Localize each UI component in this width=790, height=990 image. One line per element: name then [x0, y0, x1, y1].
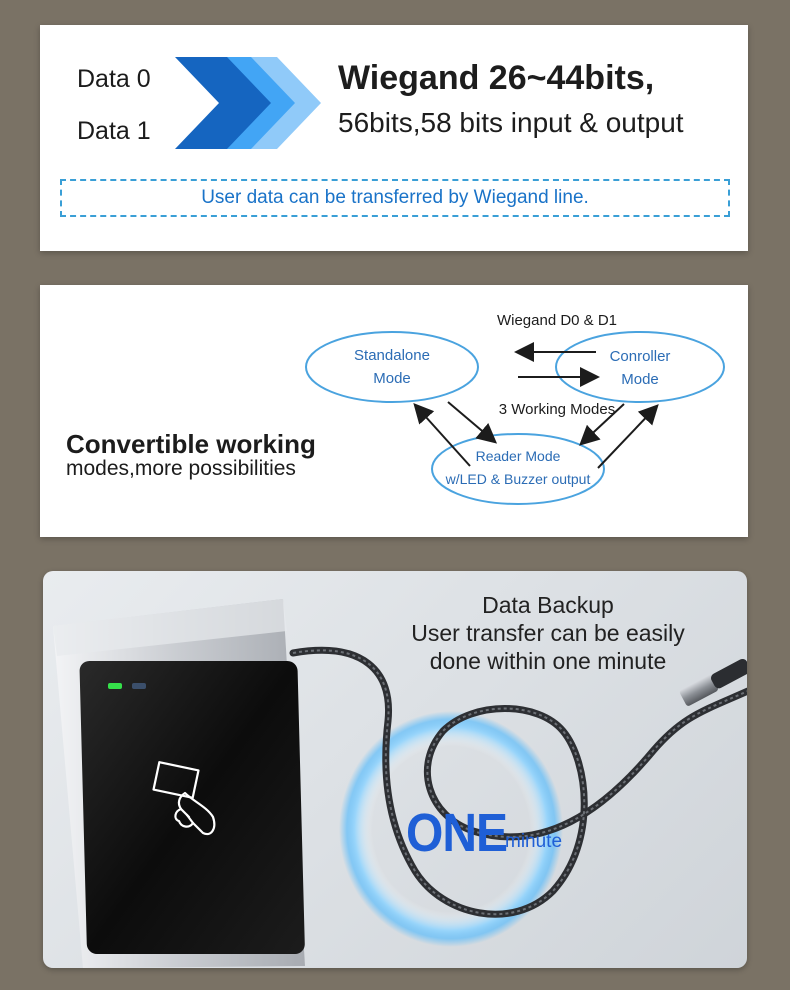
reader-label-2: w/LED & Buzzer output [445, 471, 591, 487]
backup-line-3: done within one minute [429, 648, 667, 674]
wiegand-title: Wiegand 26~44bits, [338, 59, 655, 97]
wiegand-note: User data can be transferred by Wiegand line. [60, 179, 730, 217]
modes-subtitle: modes,more possibilities [66, 457, 296, 480]
arrow-standalone-to-reader [448, 402, 494, 441]
standalone-label-1: Standalone [354, 347, 430, 364]
wiegand-panel [40, 25, 748, 251]
data1-label: Data 1 [77, 117, 151, 145]
modes-title: Convertible working [66, 429, 316, 459]
minute-word: minute [505, 831, 563, 852]
wiegand-subtitle: 56bits,58 bits input & output [338, 107, 684, 138]
backup-line-1: Data Backup [482, 592, 614, 618]
backup-text [383, 591, 713, 675]
reader-node [432, 434, 604, 504]
center-label: 3 Working Modes [498, 401, 616, 418]
modes-panel [40, 285, 748, 537]
modes-diagram [290, 303, 740, 513]
reader-label-1: Reader Mode [475, 448, 561, 464]
standalone-label-2: Mode [373, 370, 411, 387]
backup-panel [43, 571, 747, 968]
controller-label-2: Mode [621, 371, 659, 388]
controller-label-1: Conroller [609, 348, 671, 365]
link-label: Wiegand D0 & D1 [496, 312, 618, 329]
controller-node [556, 332, 724, 402]
data0-label: Data 0 [77, 65, 151, 93]
card-reader-icon [53, 599, 305, 968]
chevron-arrows-icon [173, 55, 323, 151]
one-word: ONE [406, 804, 508, 864]
backup-line-2: User transfer can be easily [411, 620, 685, 646]
standalone-node [306, 332, 478, 402]
